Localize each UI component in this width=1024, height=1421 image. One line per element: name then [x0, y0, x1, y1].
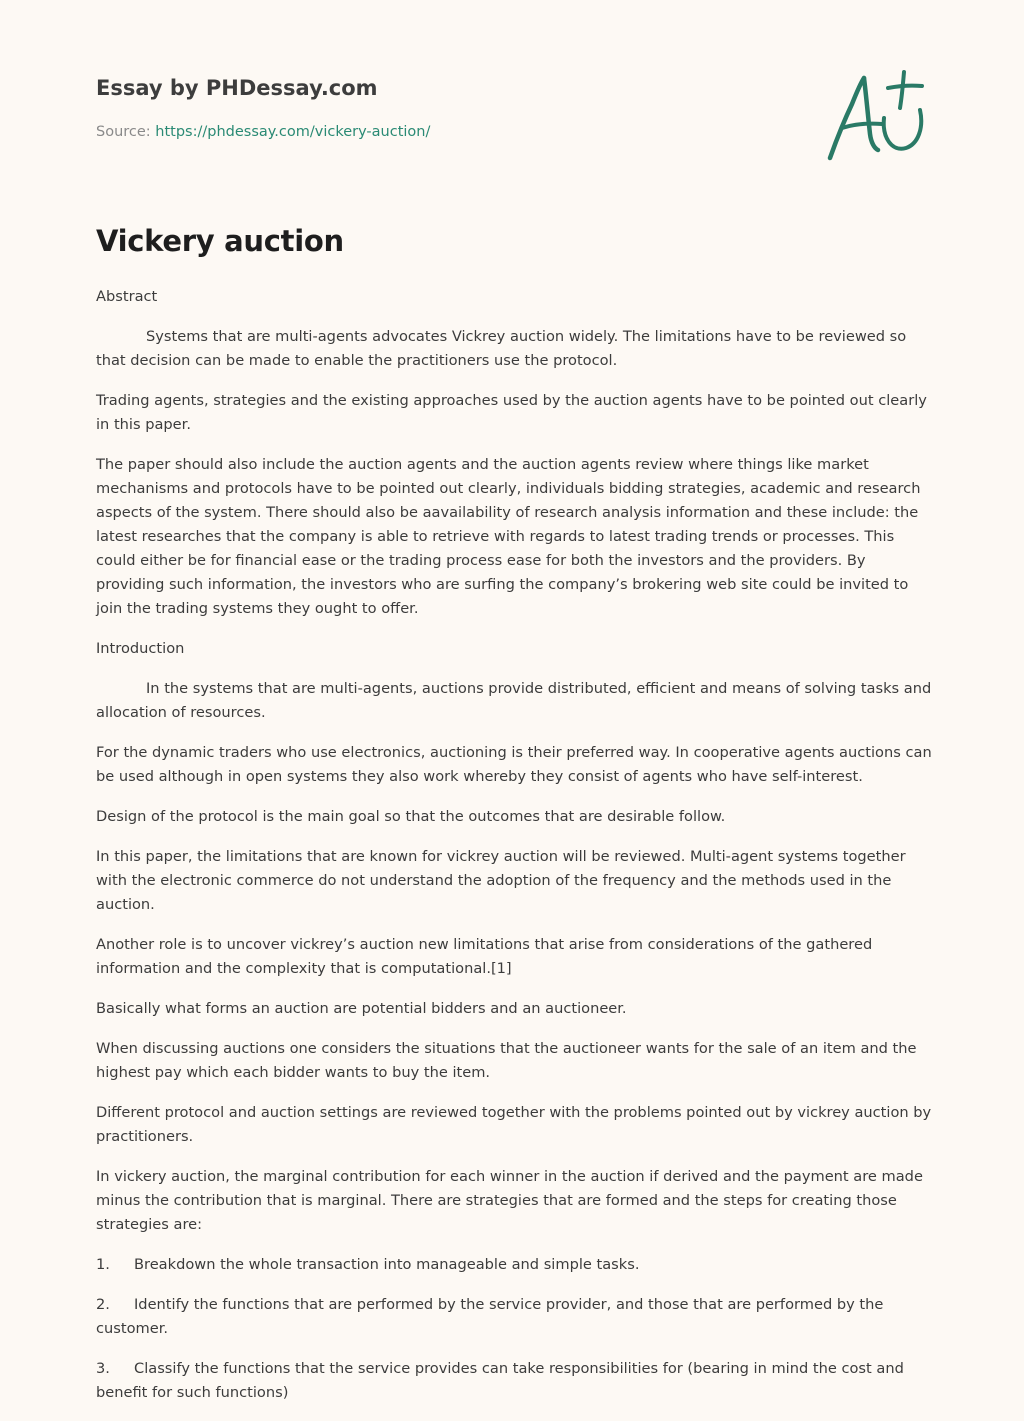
list-text: Breakdown the whole transaction into manageable and simple tasks. [134, 1256, 640, 1273]
paragraph: Design of the protocol is the main goal so that the outcomes that are desirable follow. [96, 808, 726, 825]
essay-body [96, 285, 934, 1421]
list-number: 2. [96, 1296, 110, 1313]
paragraph: For the dynamic traders who use electronics, auctioning is their preferred way. In cooperative agents auctions can be used although in open systems they also work whereby they consist of agents who have self-interest. [96, 744, 932, 785]
paragraph: When discussing auctions one considers the situations that the auctioneer wants for the sale of an item and the highest pay which each bidder wants to buy the item. [96, 1040, 917, 1081]
site-brand-title: Essay by PHDessay.com [96, 76, 378, 100]
paragraph: Different protocol and auction settings are reviewed together with the problems pointed out by vickrey auction by practitioners. [96, 1104, 932, 1145]
list-number: 3. [96, 1360, 110, 1377]
source-link[interactable]: https://phdessay.com/vickery-auction/ [155, 124, 431, 140]
paragraph: Another role is to uncover vickrey’s auction new limitations that arise from considerations of the gathered information and the complexity that is computational.[1] [96, 936, 873, 977]
source-label: Source: [96, 124, 151, 140]
paragraph: In the systems that are multi-agents, auctions provide distributed, efficient and means of solving tasks and allocation of resources. [96, 680, 932, 721]
paragraph: In this paper, the limitations that are known for vickrey auction will be reviewed. Multi-agent systems together with the electronic commerce do not understand the adoption of the frequency and the methods used in the auction. [96, 848, 906, 913]
a-plus-icon [818, 66, 930, 166]
document-title: Vickery auction [96, 224, 344, 258]
list-text: Identify the functions that are performed by the service provider, and those that are performed by the customer. [96, 1296, 884, 1337]
paragraph: Basically what forms an auction are potential bidders and an auctioneer. [96, 1000, 627, 1017]
source-line [96, 124, 430, 140]
paragraph: Trading agents, strategies and the existing approaches used by the auction agents have to be pointed out clearly in this paper. [96, 392, 927, 433]
paragraph: Systems that are multi-agents advocates Vickrey auction widely. The limitations have to be reviewed so that decision can be made to enable the practitioners use the protocol. [96, 328, 907, 369]
heading-abstract: Abstract [96, 288, 158, 305]
list-number: 1. [96, 1256, 110, 1273]
list-item [96, 1357, 934, 1405]
paragraph: In vickery auction, the marginal contribution for each winner in the auction if derived and the payment are made minus the contribution that is marginal. There are strategies that are formed and the steps for creating those strategies are: [96, 1168, 923, 1233]
paragraph: The paper should also include the auction agents and the auction agents review where things like market mechanisms and protocols have to be pointed out clearly, individuals bidding strategies, academic and research aspects of the system. There should also be aavailability of research analysis information and these include: the latest researches that the company is able to retrieve with regards to latest trading trends or processes. This could either be for financial ease or the trading process ease for both the investors and the providers. By providing such information, the investors who are surfing the company’s brokering web site could be invited to join the trading systems they ought to offer. [96, 456, 921, 617]
list-item [96, 1253, 934, 1277]
list-item [96, 1293, 934, 1341]
list-text: Classify the functions that the service provides can take responsibilities for (bearing in mind the cost and benefit for such functions) [96, 1360, 904, 1401]
heading-introduction: Introduction [96, 640, 185, 657]
